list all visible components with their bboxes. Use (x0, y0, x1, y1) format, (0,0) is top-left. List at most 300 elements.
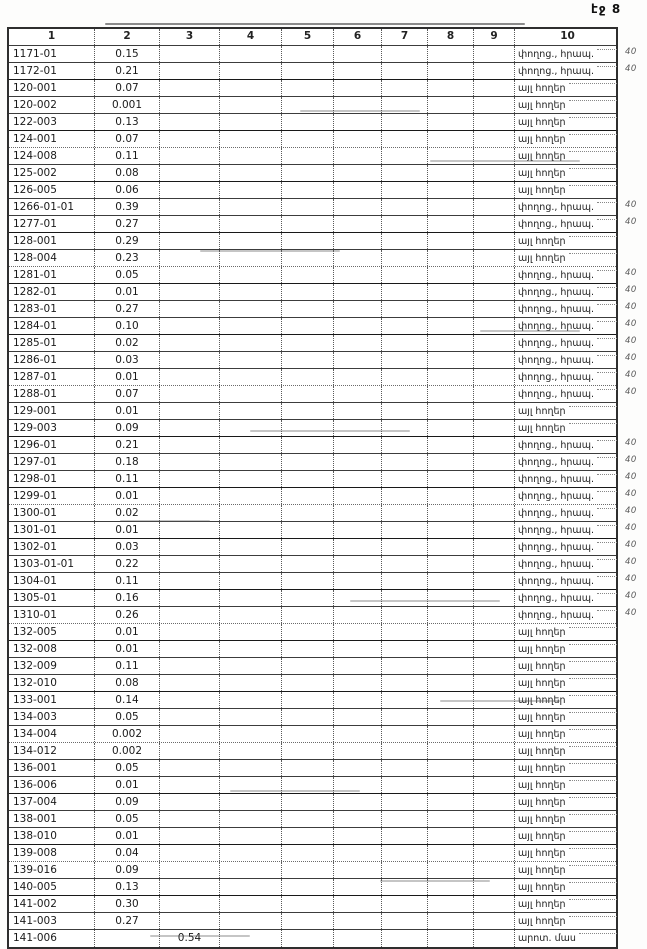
empty-cell (282, 624, 334, 640)
col3-value-cell (160, 148, 220, 164)
land-use-label: այլ հողեր (518, 864, 566, 876)
empty-cell (282, 692, 334, 708)
empty-cell (474, 182, 515, 198)
table-row (9, 131, 616, 148)
empty-cell (474, 403, 515, 419)
empty-cell (474, 522, 515, 538)
parcel-id-cell: 136-001 (9, 760, 95, 776)
land-use-label: այլ հողեր (518, 184, 566, 196)
empty-cell (428, 80, 474, 96)
empty-cell (382, 607, 428, 623)
empty-cell (428, 658, 474, 674)
empty-cell (334, 794, 382, 810)
column-header-4: 4 (220, 29, 282, 45)
parcel-id-cell: 132-005 (9, 624, 95, 640)
parcel-id-cell: 1287-01 (9, 369, 95, 385)
empty-cell (282, 386, 334, 402)
empty-cell (334, 80, 382, 96)
col3-value-cell (160, 267, 220, 283)
land-use-cell (515, 556, 620, 572)
empty-cell (334, 352, 382, 368)
empty-cell (382, 216, 428, 232)
col3-value-cell (160, 471, 220, 487)
parcel-id-cell: 1284-01 (9, 318, 95, 334)
empty-cell (220, 97, 282, 113)
table-row (9, 216, 616, 233)
area-value-cell: 0.05 (95, 267, 160, 283)
table-row (9, 828, 616, 845)
empty-cell (334, 318, 382, 334)
land-use-cell (515, 437, 620, 453)
empty-cell (334, 63, 382, 79)
parcel-id-cell: 1172-01 (9, 63, 95, 79)
empty-cell (382, 726, 428, 742)
col3-value-cell (160, 97, 220, 113)
empty-cell (382, 743, 428, 759)
empty-cell (334, 471, 382, 487)
dotted-leader (597, 559, 617, 560)
empty-cell (334, 641, 382, 657)
empty-cell (428, 777, 474, 793)
column-header-9: 9 (474, 29, 515, 45)
table-row (9, 590, 616, 607)
col3-value-cell (160, 386, 220, 402)
area-value-cell: 0.01 (95, 522, 160, 538)
dotted-leader (597, 610, 617, 611)
empty-cell (428, 148, 474, 164)
land-use-label: այլ հողեր (518, 677, 566, 689)
dotted-leader (597, 474, 617, 475)
table-row (9, 896, 616, 913)
land-use-cell (515, 335, 620, 351)
margin-note: 40 (625, 319, 637, 329)
empty-cell (382, 709, 428, 725)
area-value-cell: 0.03 (95, 352, 160, 368)
empty-cell (282, 658, 334, 674)
col3-value-cell (160, 624, 220, 640)
empty-cell (428, 505, 474, 521)
empty-cell (334, 675, 382, 691)
land-use-label: փողոց., հրապ. (518, 218, 594, 230)
empty-cell (474, 862, 515, 878)
empty-cell (382, 131, 428, 147)
parcel-id-cell: 134-004 (9, 726, 95, 742)
land-use-label: փողոց., հրապ. (518, 592, 594, 604)
empty-cell (220, 63, 282, 79)
empty-cell (382, 828, 428, 844)
col3-value-cell (160, 777, 220, 793)
empty-cell (428, 97, 474, 113)
col3-value-cell (160, 794, 220, 810)
empty-cell (428, 743, 474, 759)
land-use-cell (515, 369, 620, 385)
land-use-cell (515, 743, 620, 759)
empty-cell (382, 318, 428, 334)
table-row (9, 369, 616, 386)
dotted-leader (597, 338, 617, 339)
parcel-id-cell: 1266-01-01 (9, 199, 95, 215)
land-use-label: այլ հողեր (518, 99, 566, 111)
area-value-cell: 0.39 (95, 199, 160, 215)
empty-cell (428, 539, 474, 555)
empty-cell (474, 63, 515, 79)
land-use-cell (515, 811, 620, 827)
margin-note: 40 (625, 285, 637, 295)
data-table (7, 27, 618, 949)
empty-cell (334, 913, 382, 929)
empty-cell (382, 80, 428, 96)
area-value-cell: 0.22 (95, 556, 160, 572)
table-row (9, 760, 616, 777)
area-value-cell: 0.21 (95, 63, 160, 79)
empty-cell (220, 284, 282, 300)
empty-cell (428, 879, 474, 895)
empty-cell (334, 114, 382, 130)
table-row (9, 930, 616, 947)
land-use-label: փողոց., հրապ. (518, 303, 594, 315)
empty-cell (282, 284, 334, 300)
land-use-label: այլ հողեր (518, 745, 566, 757)
empty-cell (428, 760, 474, 776)
dotted-leader (569, 780, 617, 781)
empty-cell (282, 675, 334, 691)
land-use-label: փողոց., հրապ. (518, 65, 594, 77)
empty-cell (282, 131, 334, 147)
empty-cell (282, 709, 334, 725)
col3-value-cell (160, 250, 220, 266)
empty-cell (334, 862, 382, 878)
empty-cell (220, 675, 282, 691)
col3-value-cell (160, 403, 220, 419)
area-value-cell: 0.21 (95, 437, 160, 453)
empty-cell (220, 454, 282, 470)
empty-cell (382, 97, 428, 113)
area-value-cell: 0.03 (95, 539, 160, 555)
empty-cell (428, 590, 474, 606)
area-value-cell: 0.04 (95, 845, 160, 861)
empty-cell (282, 182, 334, 198)
col3-value-cell (160, 896, 220, 912)
land-use-label: փողոց., հրապ. (518, 456, 594, 468)
parcel-id-cell: 141-006 (9, 930, 95, 947)
col3-value-cell (160, 522, 220, 538)
empty-cell (474, 97, 515, 113)
land-use-cell (515, 420, 620, 436)
col3-value-cell (160, 845, 220, 861)
land-use-label: այլ հողեր (518, 728, 566, 740)
empty-cell (428, 811, 474, 827)
land-use-label: փողոց., հրապ. (518, 541, 594, 553)
col3-value-cell (160, 862, 220, 878)
empty-cell (282, 250, 334, 266)
land-use-label: փողոց., հրապ. (518, 507, 594, 519)
land-use-label: այլ հողեր (518, 422, 566, 434)
empty-cell (474, 658, 515, 674)
land-use-cell (515, 828, 620, 844)
empty-cell (220, 301, 282, 317)
margin-note: 40 (625, 336, 637, 346)
empty-cell (474, 709, 515, 725)
land-use-cell (515, 233, 620, 249)
margin-note: 40 (625, 523, 637, 533)
empty-cell (382, 862, 428, 878)
empty-cell (220, 522, 282, 538)
area-value-cell: 0.08 (95, 165, 160, 181)
empty-cell (428, 454, 474, 470)
land-use-label: այլ հողեր (518, 762, 566, 774)
table-row (9, 641, 616, 658)
land-use-label: այլ հողեր (518, 898, 566, 910)
empty-cell (474, 369, 515, 385)
empty-cell (334, 403, 382, 419)
empty-cell (474, 811, 515, 827)
area-value-cell: 0.08 (95, 675, 160, 691)
empty-cell (282, 641, 334, 657)
parcel-id-cell: 132-009 (9, 658, 95, 674)
dotted-leader (569, 406, 617, 407)
land-use-cell (515, 794, 620, 810)
land-use-cell (515, 539, 620, 555)
col3-value-cell (160, 454, 220, 470)
col3-value-cell (160, 165, 220, 181)
parcel-id-cell: 138-010 (9, 828, 95, 844)
empty-cell (382, 930, 428, 947)
margin-note: 40 (625, 608, 637, 618)
empty-cell (220, 216, 282, 232)
empty-cell (220, 828, 282, 844)
empty-cell (382, 437, 428, 453)
empty-cell (334, 777, 382, 793)
empty-cell (474, 675, 515, 691)
empty-cell (334, 148, 382, 164)
land-use-cell (515, 709, 620, 725)
dotted-leader (597, 321, 617, 322)
empty-cell (474, 879, 515, 895)
table-row (9, 811, 616, 828)
land-use-cell (515, 114, 620, 130)
empty-cell (428, 267, 474, 283)
dotted-leader (569, 729, 617, 730)
parcel-id-cell: 128-001 (9, 233, 95, 249)
table-row (9, 862, 616, 879)
empty-cell (428, 301, 474, 317)
parcel-id-cell: 1305-01 (9, 590, 95, 606)
empty-cell (334, 199, 382, 215)
area-value-cell: 0.05 (95, 709, 160, 725)
table-row (9, 624, 616, 641)
empty-cell (382, 573, 428, 589)
column-header-10: 10 (560, 30, 575, 42)
margin-note: 40 (625, 217, 637, 227)
land-use-label: այլ հողեր (518, 711, 566, 723)
empty-cell (282, 46, 334, 62)
empty-cell (382, 233, 428, 249)
empty-cell (220, 318, 282, 334)
dotted-leader (569, 746, 617, 747)
empty-cell (474, 216, 515, 232)
area-value-cell: 0.18 (95, 454, 160, 470)
land-use-label: փողոց., հրապ. (518, 48, 594, 60)
empty-cell (282, 760, 334, 776)
col3-value-cell (160, 607, 220, 623)
area-value-cell: 0.05 (95, 811, 160, 827)
empty-cell (282, 454, 334, 470)
dotted-leader (597, 372, 617, 373)
land-use-label: փողոց., հրապ. (518, 609, 594, 621)
empty-cell (220, 131, 282, 147)
empty-cell (428, 641, 474, 657)
dotted-leader (597, 508, 617, 509)
scan-artifact (105, 23, 525, 25)
land-use-cell (515, 301, 620, 317)
parcel-id-cell: 129-003 (9, 420, 95, 436)
area-value-cell: 0.10 (95, 318, 160, 334)
empty-cell (220, 403, 282, 419)
table-row (9, 114, 616, 131)
dotted-leader (569, 83, 617, 84)
land-use-cell (515, 777, 620, 793)
land-use-label: այլ հողեր (518, 235, 566, 247)
empty-cell (282, 216, 334, 232)
area-value-cell: 0.07 (95, 386, 160, 402)
dotted-leader (597, 457, 617, 458)
dotted-leader (569, 814, 617, 815)
dotted-leader (569, 236, 617, 237)
empty-cell (474, 301, 515, 317)
table-row (9, 301, 616, 318)
parcel-id-cell: 1171-01 (9, 46, 95, 62)
dotted-leader (569, 253, 617, 254)
empty-cell (220, 930, 282, 947)
empty-cell (334, 556, 382, 572)
land-use-cell (515, 641, 620, 657)
area-value-cell: 0.27 (95, 301, 160, 317)
dotted-leader (597, 287, 617, 288)
empty-cell (334, 182, 382, 198)
empty-cell (282, 403, 334, 419)
col3-value-cell (160, 879, 220, 895)
empty-cell (220, 862, 282, 878)
empty-cell (382, 624, 428, 640)
col3-value-cell (160, 488, 220, 504)
col3-value-cell (160, 301, 220, 317)
col3-value-cell: 0.54 (160, 930, 220, 947)
table-row (9, 46, 616, 63)
empty-cell (282, 318, 334, 334)
dotted-leader (597, 66, 617, 67)
parcel-id-cell: 139-008 (9, 845, 95, 861)
col3-value-cell (160, 573, 220, 589)
land-use-cell (515, 80, 620, 96)
empty-cell (474, 165, 515, 181)
land-use-cell (515, 624, 620, 640)
margin-note: 40 (625, 47, 637, 57)
empty-cell (428, 471, 474, 487)
table-row (9, 488, 616, 505)
table-row (9, 318, 616, 335)
table-row (9, 63, 616, 80)
empty-cell (428, 403, 474, 419)
land-use-cell (515, 658, 620, 674)
empty-cell (382, 471, 428, 487)
empty-cell (334, 335, 382, 351)
column-header-6: 6 (334, 29, 382, 45)
table-row (9, 556, 616, 573)
empty-cell (220, 182, 282, 198)
empty-cell (334, 216, 382, 232)
area-value-cell: 0.01 (95, 828, 160, 844)
table-row (9, 794, 616, 811)
empty-cell (282, 369, 334, 385)
empty-cell (474, 573, 515, 589)
empty-cell (474, 335, 515, 351)
empty-cell (220, 590, 282, 606)
col3-value-cell (160, 216, 220, 232)
col3-value-cell (160, 743, 220, 759)
empty-cell (220, 148, 282, 164)
empty-cell (334, 709, 382, 725)
empty-cell (474, 624, 515, 640)
land-use-label: փողոց., հրապ. (518, 575, 594, 587)
empty-cell (428, 709, 474, 725)
land-use-label: փողոց., հրապ. (518, 439, 594, 451)
parcel-id-cell: 124-008 (9, 148, 95, 164)
empty-cell (220, 913, 282, 929)
parcel-id-cell: 140-005 (9, 879, 95, 895)
land-use-label: փողոց., հրապ. (518, 371, 594, 383)
empty-cell (382, 114, 428, 130)
empty-cell (282, 556, 334, 572)
land-use-cell (515, 505, 620, 521)
area-value-cell: 0.09 (95, 794, 160, 810)
area-value-cell: 0.13 (95, 879, 160, 895)
margin-note: 40 (625, 489, 637, 499)
empty-cell (382, 165, 428, 181)
empty-cell (382, 556, 428, 572)
area-value-cell: 0.07 (95, 80, 160, 96)
empty-cell (334, 301, 382, 317)
area-value-cell: 0.05 (95, 760, 160, 776)
empty-cell (428, 386, 474, 402)
empty-cell (474, 233, 515, 249)
empty-cell (428, 573, 474, 589)
parcel-id-cell: 1296-01 (9, 437, 95, 453)
table-row (9, 454, 616, 471)
table-row (9, 573, 616, 590)
land-use-label: այլ հողեր (518, 694, 566, 706)
area-value-cell: 0.26 (95, 607, 160, 623)
empty-cell (334, 233, 382, 249)
land-use-cell (515, 131, 620, 147)
dotted-leader (597, 542, 617, 543)
empty-cell (474, 131, 515, 147)
land-use-label: այլ հողեր (518, 813, 566, 825)
area-value-cell: 0.01 (95, 369, 160, 385)
land-use-cell (515, 216, 620, 232)
empty-cell (428, 862, 474, 878)
empty-cell (282, 828, 334, 844)
empty-cell (220, 641, 282, 657)
parcel-id-cell: 128-004 (9, 250, 95, 266)
dotted-leader (597, 49, 617, 50)
empty-cell (474, 777, 515, 793)
parcel-id-cell: 133-001 (9, 692, 95, 708)
empty-cell (428, 284, 474, 300)
empty-cell (282, 437, 334, 453)
land-use-label: այլ հողեր (518, 660, 566, 672)
parcel-id-cell: 134-003 (9, 709, 95, 725)
empty-cell (334, 284, 382, 300)
